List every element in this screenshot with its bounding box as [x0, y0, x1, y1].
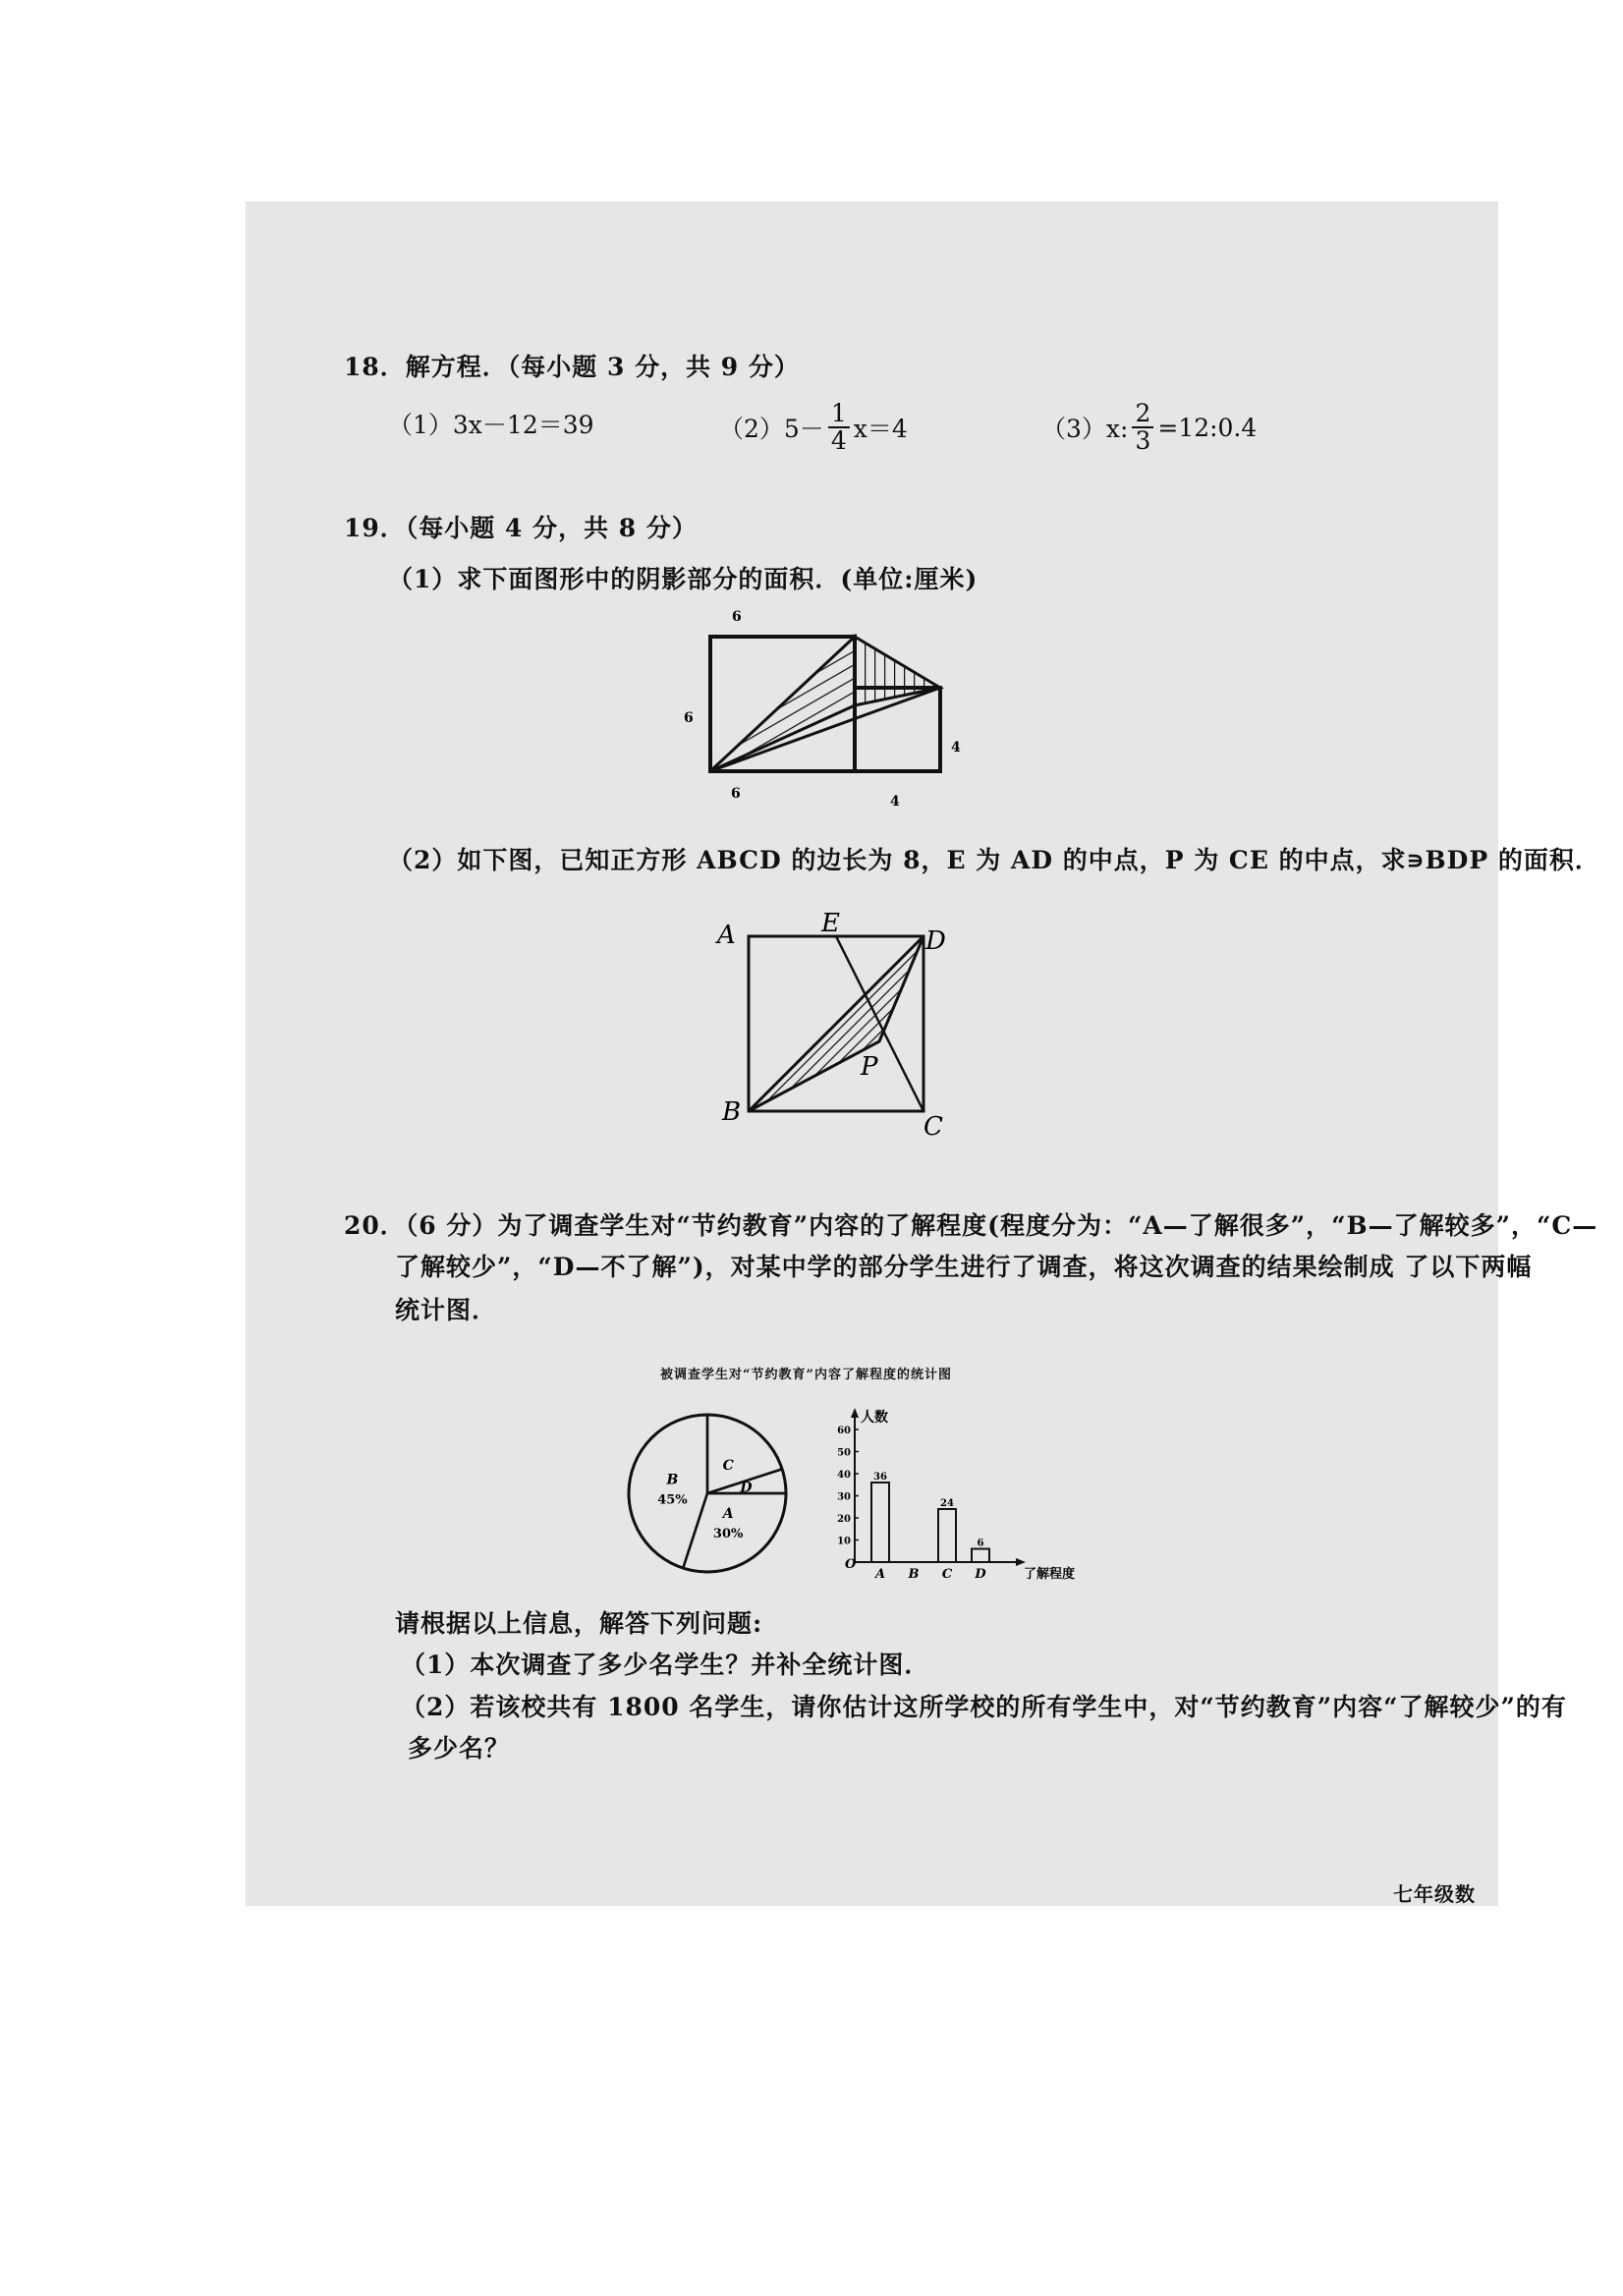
category-label-c: C — [941, 1567, 953, 1582]
q18-eq3-den: 3 — [1135, 426, 1151, 455]
q18-eq2-fraction — [828, 401, 850, 454]
bar-value-label-a: 36 — [873, 1472, 887, 1483]
bar-d — [972, 1549, 989, 1563]
q20-line3: 统计图． — [395, 1296, 498, 1324]
pie-slice-b — [629, 1415, 707, 1568]
shaded-region-left — [710, 637, 855, 771]
y-tick-label: 30 — [837, 1491, 851, 1503]
figure-shaded-rectangle — [678, 601, 973, 808]
vertex-p: P — [861, 1052, 878, 1082]
q19-part2: （2）如下图，已知正方形 ABCD 的边长为 8，E 为 AD 的中点，P 为 CE 的中点，求∍BDP 的面积． — [388, 846, 1600, 874]
category-label-a: A — [874, 1567, 886, 1582]
vertex-c: C — [923, 1112, 943, 1142]
pie-percent-a: 30% — [712, 1527, 744, 1542]
origin-label: O — [845, 1557, 857, 1572]
q18-eq2-prefix: （2）5－ — [719, 415, 824, 443]
page-footer: 七年级数 — [1393, 1882, 1476, 1906]
label-right: 4 — [951, 740, 961, 756]
y-tick-label: 40 — [837, 1470, 851, 1481]
q20-sub2-line2: 多少名？ — [408, 1734, 511, 1763]
q18-eq3-num: 2 — [1132, 401, 1153, 428]
bar-a — [871, 1483, 889, 1562]
q19-title: 19．（每小题 4 分，共 8 分） — [344, 514, 698, 542]
pie-label-b: B — [666, 1472, 679, 1488]
bar-value-label-c: 24 — [940, 1498, 954, 1509]
shaded-region-right — [855, 637, 940, 705]
q20-line2: 了解较少”，“D—不了解”)，对某中学的部分学生进行了调查，将这次调查的结果绘制成 了以下两幅 — [395, 1253, 1533, 1281]
charts-title: 被调查学生对“节约教育”内容了解程度的统计图 — [660, 1368, 952, 1382]
x-axis-arrow — [1016, 1558, 1026, 1566]
q18-eq2-suffix: x＝4 — [853, 415, 908, 443]
q18-title: 18．解方程．（每小题 3 分，共 9 分） — [344, 353, 800, 381]
q18-eq3-prefix: （3）x: — [1041, 415, 1129, 443]
q18-eq1-text: （1）3x－12＝39 — [388, 411, 594, 439]
pie-label-c: C — [722, 1457, 734, 1474]
vertex-b: B — [722, 1097, 742, 1127]
q18-eq3-suffix: =12:0.4 — [1157, 413, 1258, 442]
pie-label-d: D — [740, 1480, 753, 1496]
q18-eq3-fraction — [1132, 401, 1153, 454]
y-tick-label: 50 — [837, 1447, 851, 1459]
y-axis-arrow — [851, 1408, 859, 1418]
category-label-b: B — [908, 1567, 920, 1582]
label-bottom-left: 6 — [731, 786, 741, 802]
figure-square-abcd — [707, 909, 963, 1145]
vertex-d: D — [925, 926, 946, 956]
pie-percent-b: 45% — [657, 1492, 688, 1508]
q20-line1: 20．（6 分）为了调查学生对“节约教育”内容的了解程度(程度分为：“A—了解很多”，“B—了解较多”，“C— — [344, 1211, 1598, 1240]
y-axis-label: 人数 — [861, 1410, 888, 1426]
pie-chart — [619, 1405, 796, 1582]
triangle-bdp — [749, 936, 923, 1111]
vertex-a: A — [717, 921, 736, 950]
q18-eq1 — [388, 406, 594, 441]
bar-chart — [825, 1400, 1091, 1606]
x-axis-label: 了解程度 — [1024, 1567, 1076, 1582]
y-tick-label: 10 — [837, 1536, 851, 1547]
q18-eq2 — [719, 401, 908, 454]
q20-sub1: （1）本次调查了多少名学生？并补全统计图． — [401, 1651, 930, 1679]
label-top: 6 — [732, 609, 742, 625]
bar-c — [938, 1509, 956, 1562]
q18-eq3 — [1041, 401, 1257, 454]
q20-after: 请根据以上信息，解答下列问题: — [395, 1609, 763, 1638]
q18-eq2-den: 4 — [830, 426, 847, 455]
bar-value-label-d: 6 — [977, 1538, 984, 1549]
y-tick-label: 20 — [837, 1514, 851, 1525]
q18-eq2-num: 1 — [828, 401, 850, 428]
q20-sub2-line1: （2）若该校共有 1800 名学生，请你估计这所学校的所有学生中，对“节约教育”内容“了解较少”的有 — [401, 1693, 1567, 1721]
category-label-d: D — [975, 1567, 986, 1582]
y-tick-label: 60 — [837, 1426, 851, 1436]
vertex-e: E — [821, 909, 840, 938]
q19-part1: （1）求下面图形中的阴影部分的面积．(单位:厘米) — [388, 565, 979, 593]
label-left: 6 — [684, 710, 694, 726]
label-bottom-right: 4 — [890, 794, 900, 808]
pie-label-a: A — [722, 1506, 734, 1523]
